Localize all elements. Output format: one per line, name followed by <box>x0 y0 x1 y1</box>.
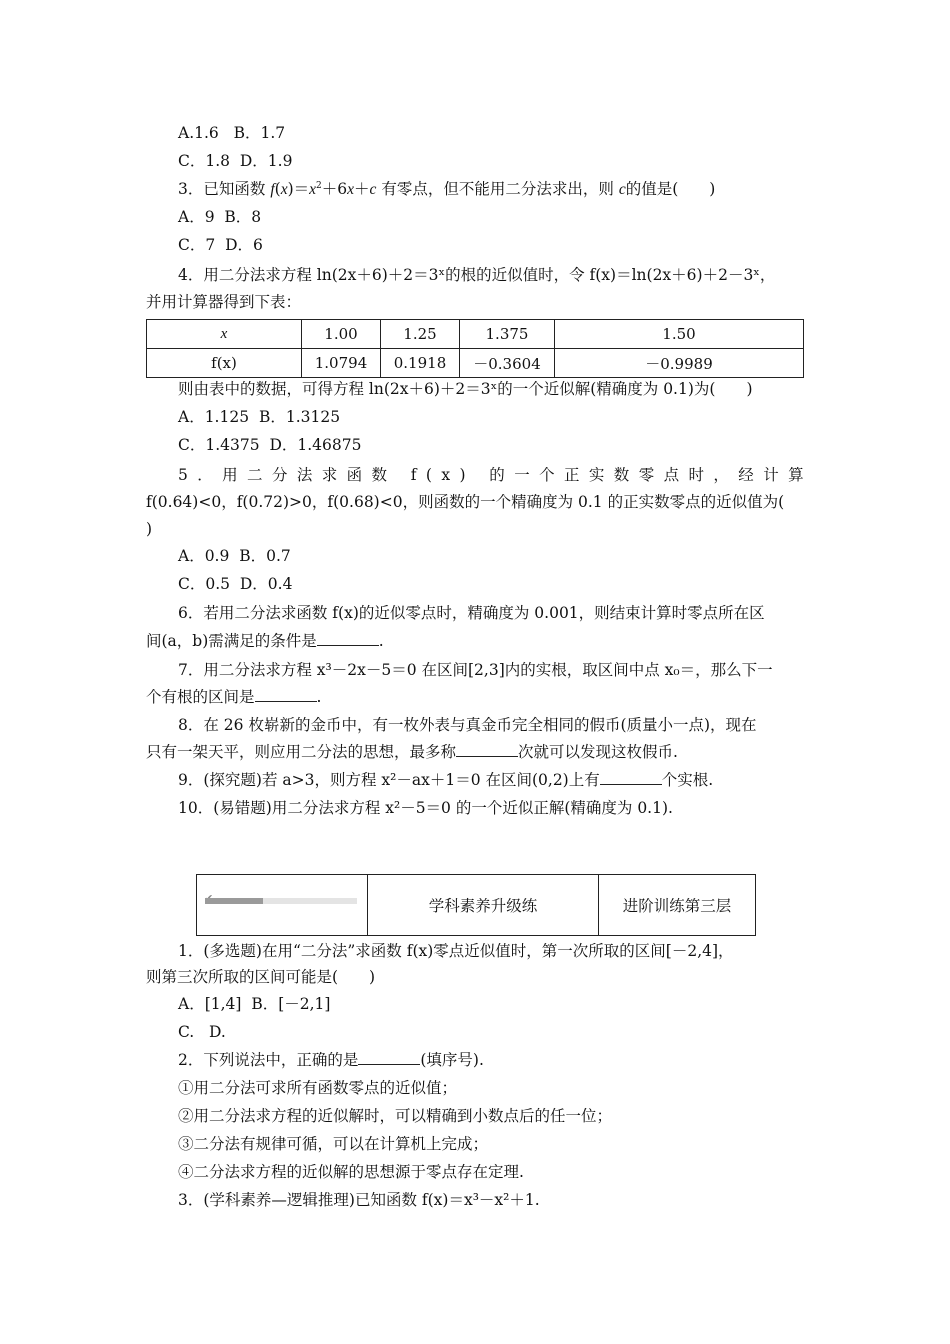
table-row <box>147 320 804 349</box>
answer-blank[interactable] <box>255 687 317 702</box>
section-question-1: 1．(多选题)在用“二分法”求函数 f(x)零点近似值时，第一次所取的区间[－2,4]， <box>178 942 734 960</box>
question-5: 5．用二分法求函数 f(x) 的一个正实数零点时，经计算 <box>178 466 813 484</box>
question-8: 8．在 26 枚崭新的金币中，有一枚外表与真金币完全相同的假币(质量小一点)，现在 <box>178 716 757 734</box>
s1-options-row2 <box>178 1022 226 1042</box>
q5-options-row2 <box>178 574 292 594</box>
option-c: C．0.5 <box>178 575 231 593</box>
table-row <box>147 349 804 378</box>
section-question-3: 3．(学科素养—逻辑推理)已知函数 f(x)＝x³－x²＋1. <box>178 1191 540 1209</box>
option-d: D．0.4 <box>239 575 293 593</box>
option-b: B．[－2,1] <box>251 995 331 1013</box>
q2-options-row2 <box>178 151 292 171</box>
progress-fill <box>205 898 263 904</box>
table-cell: f(x) <box>147 349 302 378</box>
answer-blank[interactable] <box>358 1050 420 1065</box>
q3-options-row1 <box>178 207 261 227</box>
banner-progress-cell <box>197 875 368 935</box>
option-c: C．7 <box>178 236 216 254</box>
table-cell: －0.9989 <box>555 349 804 378</box>
option-b: B．1.7 <box>233 124 286 142</box>
question-4: 4．用二分法求方程 ln(2x＋6)＋2＝3ˣ的根的近似值时，令 f(x)＝ln(2x＋6)＋2－3ˣ， <box>178 266 776 284</box>
option-b: B．8 <box>224 208 262 226</box>
table-cell: 1.25 <box>381 320 460 349</box>
table-cell: x <box>147 320 302 349</box>
option-d: D．1.46875 <box>269 436 362 454</box>
question-7: 7．用二分法求方程 x³－2x－5＝0 在区间[2,3]内的实根，取区间中点 x₀＝，那么下一 <box>178 661 773 679</box>
answer-blank[interactable] <box>600 770 662 785</box>
list-item: ②用二分法求方程的近似解时，可以精确到小数点后的任一位； <box>178 1107 613 1125</box>
list-item: ③二分法有规律可循，可以在计算机上完成； <box>178 1135 489 1153</box>
list-item: ①用二分法可求所有函数零点的近似值； <box>178 1079 458 1097</box>
option-c: C. <box>178 1023 195 1041</box>
option-d: D．6 <box>225 236 263 254</box>
question-3: 3．已知函数 $f(x)=x^2+6x+c$ 有零点，但不能用二分法求出，则 c的值是( ) <box>178 180 716 198</box>
table-cell: 1.375 <box>460 320 555 349</box>
section-banner <box>196 874 756 936</box>
question-5-end: ) <box>146 520 153 538</box>
question-7-cont: 个有根的区间是 . <box>146 688 322 706</box>
value-table <box>146 319 804 378</box>
question-8-cont: 只有一架天平，则应用二分法的思想，最多称 次就可以发现这枚假币. <box>146 743 678 761</box>
question-9: 9．(探究题)若 a>3，则方程 x²－ax＋1＝0 在区间(0,2)上有 个实根. <box>178 771 714 789</box>
question-4-cont: 并用计算器得到下表： <box>146 293 302 311</box>
option-a: A．9 <box>178 208 215 226</box>
q5-options-row1 <box>178 546 291 566</box>
question-4-stem: 则由表中的数据，可得方程 ln(2x＋6)＋2＝3ˣ的一个近似解(精确度为 0.1)为( ) <box>178 380 753 398</box>
section-question-2: 2．下列说法中，正确的是 (填序号). <box>178 1051 484 1069</box>
section-question-1-cont: 则第三次所取的区间可能是( ) <box>146 968 376 986</box>
table-cell: －0.3604 <box>460 349 555 378</box>
question-5-cont: f(0.64)<0，f(0.72)>0，f(0.68)<0，则函数的一个精确度为 0.1 的正实数零点的近似值为( <box>146 493 785 511</box>
banner-title: 学科素养升级练 <box>368 875 599 935</box>
progress-bar <box>205 898 357 904</box>
question-10: 10．(易错题)用二分法求方程 x²－5＝0 的一个近似正解(精确度为 0.1). <box>178 799 673 817</box>
list-item: ④二分法求方程的近似解的思想源于零点存在定理. <box>178 1163 524 1181</box>
option-a: A．0.9 <box>178 547 230 565</box>
option-a: A.1.6 <box>178 124 219 142</box>
table-cell: 1.50 <box>555 320 804 349</box>
q4-options-row2 <box>178 435 362 455</box>
option-c: C．1.8 <box>178 152 231 170</box>
option-a: A．[1,4] <box>178 995 242 1013</box>
answer-blank[interactable] <box>317 631 379 646</box>
table-cell: 1.0794 <box>302 349 381 378</box>
table-cell: 0.1918 <box>381 349 460 378</box>
option-b: B．1.3125 <box>258 408 341 426</box>
q4-options-row1 <box>178 407 340 427</box>
option-a: A．1.125 <box>178 408 250 426</box>
option-d: D. <box>209 1023 226 1041</box>
answer-blank[interactable] <box>456 742 518 757</box>
banner-level: 进阶训练第三层 <box>622 897 732 915</box>
question-6: 6．若用二分法求函数 f(x)的近似零点时，精确度为 0.001，则结束计算时零点所在区 <box>178 604 765 622</box>
q2-options-row1 <box>178 123 285 143</box>
s1-options-row1 <box>178 994 330 1014</box>
question-6-cont: 间(a，b)需满足的条件是 . <box>146 632 384 650</box>
q3-options-row2 <box>178 235 263 255</box>
option-c: C．1.4375 <box>178 436 260 454</box>
table-cell: 1.00 <box>302 320 381 349</box>
option-b: B．0.7 <box>239 547 291 565</box>
option-d: D．1.9 <box>239 152 293 170</box>
